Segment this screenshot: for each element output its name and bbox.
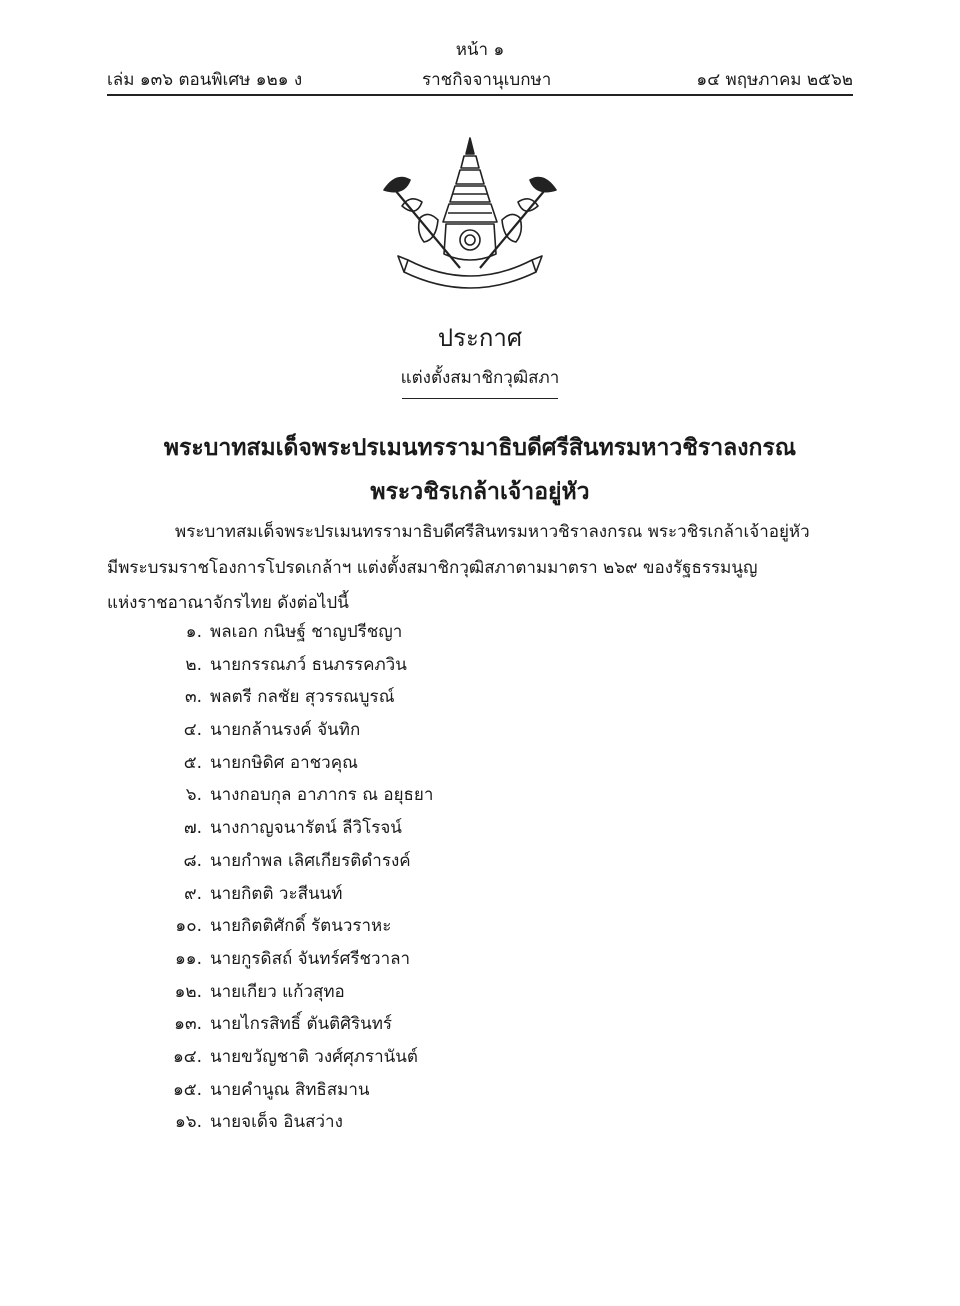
list-item: [160, 912, 660, 945]
member-number: ๓.: [184, 687, 202, 708]
member-number: ๑.: [185, 622, 202, 642]
gazette-header: [107, 66, 853, 90]
header-divider: [107, 94, 853, 96]
gazette-name: ราชกิจจานุเบกษา: [422, 70, 552, 90]
member-name: นายกูรดิสถ์ จันทร์ศรีชวาลา: [210, 948, 411, 969]
member-name: นายเกียว แก้วสุทอ: [210, 981, 345, 1002]
member-list: [160, 618, 660, 1141]
member-name: นายกำพล เลิศเกียรติดำรงค์: [210, 850, 411, 871]
member-name: พลเอก กนิษฐ์ ชาญปรีชญา: [210, 622, 403, 642]
list-item: [160, 1108, 660, 1141]
member-number: ๘.: [183, 850, 202, 871]
body-line-3: แห่งราชอาณาจักรไทย ดังต่อไปนี้: [107, 593, 349, 613]
member-number: ๙.: [184, 883, 202, 904]
gazette-date: ๑๔ พฤษภาคม ๒๕๖๒: [696, 70, 853, 90]
member-number: ๑๒.: [174, 981, 202, 1002]
gazette-volume: เล่ม ๑๓๖ ตอนพิเศษ ๑๒๑ ง: [107, 70, 303, 90]
announcement-subtitle: แต่งตั้งสมาชิกวุฒิสภา: [400, 368, 560, 388]
member-name: นายกิตติศักดิ์ รัตนวราหะ: [210, 916, 392, 937]
member-name: นายไกรสิทธิ์ ตันติศิรินทร์: [210, 1014, 393, 1035]
member-name: นายกิตติ วะสีนนท์: [210, 883, 343, 904]
list-item: [160, 880, 660, 913]
member-number: ๑๑.: [175, 948, 202, 969]
royal-name-line-2: พระวชิรเกล้าเจ้าอยู่หัว: [370, 479, 590, 505]
member-name: นายคำนูณ สิทธิสมาน: [210, 1079, 370, 1100]
list-item: [160, 1043, 660, 1076]
member-name: นายกรรณภว์ ธนภรรคภวิน: [210, 654, 407, 675]
list-item: [160, 1076, 660, 1109]
member-name: นางกอบกุล อาภากร ณ อยุธยา: [210, 785, 434, 806]
member-number: ๔.: [183, 720, 202, 741]
member-number: ๑๔.: [172, 1046, 202, 1067]
member-number: ๑๓.: [174, 1014, 202, 1035]
member-number: ๒.: [185, 654, 202, 675]
list-item: [160, 749, 660, 782]
list-item: [160, 781, 660, 814]
list-item: [160, 716, 660, 749]
list-item: [160, 978, 660, 1011]
member-number: ๗.: [183, 818, 202, 839]
list-item: [160, 945, 660, 978]
member-name: พลตรี กลชัย สุวรรณบูรณ์: [210, 687, 395, 708]
royal-name-line-1: พระบาทสมเด็จพระปรเมนทรรามาธิบดีศรีสินทรมหาวชิราลงกรณ: [163, 435, 797, 461]
member-number: ๑๕.: [172, 1079, 202, 1100]
member-name: นายกล้านรงค์ จันทิก: [210, 720, 361, 741]
member-number: ๑๐.: [175, 916, 202, 937]
list-item: [160, 651, 660, 684]
announcement-title: ประกาศ: [437, 324, 523, 352]
list-item: [160, 618, 660, 651]
member-name: นายกษิดิศ อาชวคุณ: [210, 752, 358, 773]
body-line-1: พระบาทสมเด็จพระปรเมนทรรามาธิบดีศรีสินทรมหาวชิราลงกรณ พระวชิรเกล้าเจ้าอยู่หัว: [175, 522, 810, 542]
list-item: [160, 683, 660, 716]
list-item: [160, 814, 660, 847]
member-number: ๕.: [183, 752, 202, 773]
subtitle-divider: [402, 398, 558, 399]
body-line-2: มีพระบรมราชโองการโปรดเกล้าฯ แต่งตั้งสมาชิกวุฒิสภาตามมาตรา ๒๖๙ ของรัฐธรรมนูญ: [107, 558, 758, 578]
list-item: [160, 1010, 660, 1043]
member-number: ๑๖.: [175, 1112, 202, 1133]
page-number: หน้า ๑: [455, 40, 505, 60]
member-name: นายขวัญชาติ วงศ์ศุภรานันต์: [210, 1046, 418, 1067]
member-name: นางกาญจนารัตน์ ลีวิโรจน์: [210, 818, 402, 839]
member-name: นายจเด็จ อินสว่าง: [210, 1112, 343, 1133]
royal-emblem-icon: [380, 132, 560, 300]
member-number: ๖.: [185, 785, 202, 806]
list-item: [160, 847, 660, 880]
